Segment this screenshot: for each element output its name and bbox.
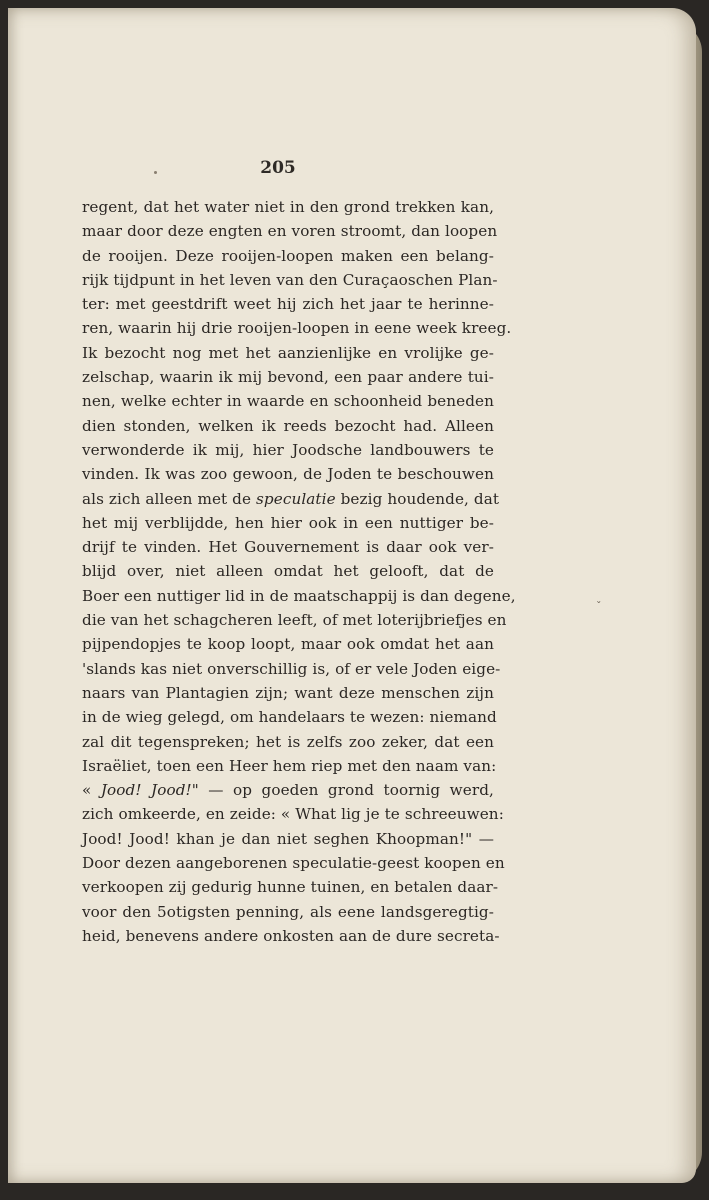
text-line: vinden. Ik was zoo gewoon, de Joden te beschouwen xyxy=(82,465,494,484)
text-line: drijf te vinden. Het Gouvernement is daar ook ver- xyxy=(82,538,494,557)
text-line: zelschap, waarin ik mij bevond, een paar andere tui- xyxy=(82,368,494,387)
text-line: Israëliet, toen een Heer hem riep met den naam van: xyxy=(82,756,497,775)
text-line: zal dit tegenspreken; het is zelfs zoo zeker, dat een xyxy=(82,732,494,751)
body-text xyxy=(82,195,516,948)
text-line: dien stonden, welken ik reeds bezocht had. Alleen xyxy=(82,416,494,435)
text-line: « Jood! Jood!" — op goeden grond toornig werd, xyxy=(82,781,494,800)
text-line: rijk tijdpunt in het leven van den Curaçaoschen Plan- xyxy=(82,270,498,289)
text-line: in de wieg gelegd, om handelaars te wezen: niemand xyxy=(82,708,497,727)
text-line: de rooijen. Deze rooijen-loopen maken een belang- xyxy=(82,246,494,265)
text-line: als zich alleen met de speculatie bezig houdende, dat xyxy=(82,489,500,508)
text-line: naars van Plantagien zijn; want deze menschen zijn xyxy=(82,683,494,702)
text-line: zich omkeerde, en zeide: « What lig je te schreeuwen: xyxy=(82,805,504,824)
text-line: 'slands kas niet onverschillig is, of er vele Joden eige- xyxy=(82,659,501,678)
text-line: Boer een nuttiger lid in de maatschappij is dan degene, xyxy=(82,586,516,605)
text-line: ren, waarin hij drie rooijen-loopen in eene week kreeg. xyxy=(82,319,512,338)
text-line: voor den 5otigsten penning, als eene landsgeregtig- xyxy=(82,902,494,921)
text-line: die van het schagcheren leeft, of met loterijbriefjes en xyxy=(82,611,507,630)
text-line: verkoopen zij gedurig hunne tuinen, en betalen daar- xyxy=(82,878,499,897)
text-line: Ik bezocht nog met het aanzienlijke en vrolijke ge- xyxy=(82,343,494,362)
text-line: verwonderde ik mij, hier Joodsche landbouwers te xyxy=(82,440,494,459)
text-line: ter: met geestdrift weet hij zich het jaar te herinne- xyxy=(82,295,494,314)
text-line: Jood! Jood! khan je dan niet seghen Khoopman!" — xyxy=(82,829,494,848)
text-line: blijd over, niet alleen omdat het gelooft, dat de xyxy=(82,562,494,581)
page-number xyxy=(8,158,548,178)
book-page xyxy=(8,8,696,1183)
text-line: het mij verblijdde, hen hier ook in een nuttiger be- xyxy=(82,513,494,532)
margin-mark-icon: ˇ xyxy=(596,600,602,613)
text-line: maar door deze engten en voren stroomt, dan loopen xyxy=(82,222,498,241)
text-line: pijpendopjes te koop loopt, maar ook omdat het aan xyxy=(82,635,494,654)
text-line: heid, benevens andere onkosten aan de dure secreta- xyxy=(82,926,500,945)
text-line: regent, dat het water niet in den grond trekken kan, xyxy=(82,198,494,216)
text-line: nen, welke echter in waarde en schoonheid beneden xyxy=(82,392,494,411)
page-number-text: 205 xyxy=(260,158,296,178)
text-line: Door dezen aangeborenen speculatie-geest koopen en xyxy=(82,854,505,873)
